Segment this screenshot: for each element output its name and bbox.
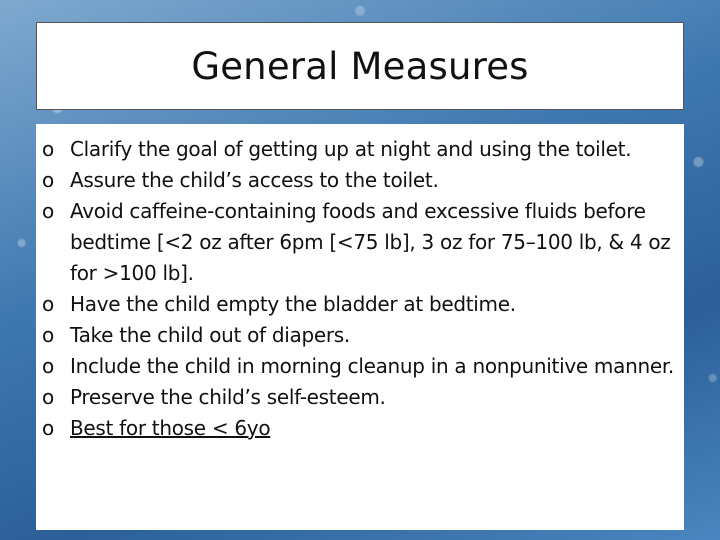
bullet-list [36,124,684,444]
bullet-icon: o [42,199,54,223]
bullet-text: Preserve the child’s self-esteem. [70,385,386,409]
bullet-icon: o [42,168,54,192]
list-item [36,320,676,351]
content-box [36,124,684,530]
bullet-icon: o [42,354,54,378]
bullet-text: Have the child empty the bladder at bedtime. [70,292,516,316]
bullet-icon: o [42,137,54,161]
bullet-text: Include the child in morning cleanup in a nonpunitive manner. [70,354,674,378]
bullet-text: Take the child out of diapers. [70,323,350,347]
list-item [36,165,676,196]
list-item [36,351,676,382]
bullet-text: Clarify the goal of getting up at night and using the toilet. [70,137,632,161]
title-box [36,22,684,110]
slide-title: General Measures [191,44,529,88]
bullet-icon: o [42,385,54,409]
bullet-text-underlined: Best for those < 6yo [70,416,271,440]
list-item [36,382,676,413]
list-item [36,196,676,289]
bullet-icon: o [42,292,54,316]
list-item [36,134,676,165]
list-item [36,413,676,444]
bullet-icon: o [42,416,54,440]
list-item [36,289,676,320]
bullet-icon: o [42,323,54,347]
bullet-text: Assure the child’s access to the toilet. [70,168,439,192]
bullet-text: Avoid caffeine-containing foods and excessive fluids before bedtime [<2 oz after 6pm [<75 lb], 3 oz for 75–100 lb, & 4 oz for >100 lb]. [70,199,671,285]
